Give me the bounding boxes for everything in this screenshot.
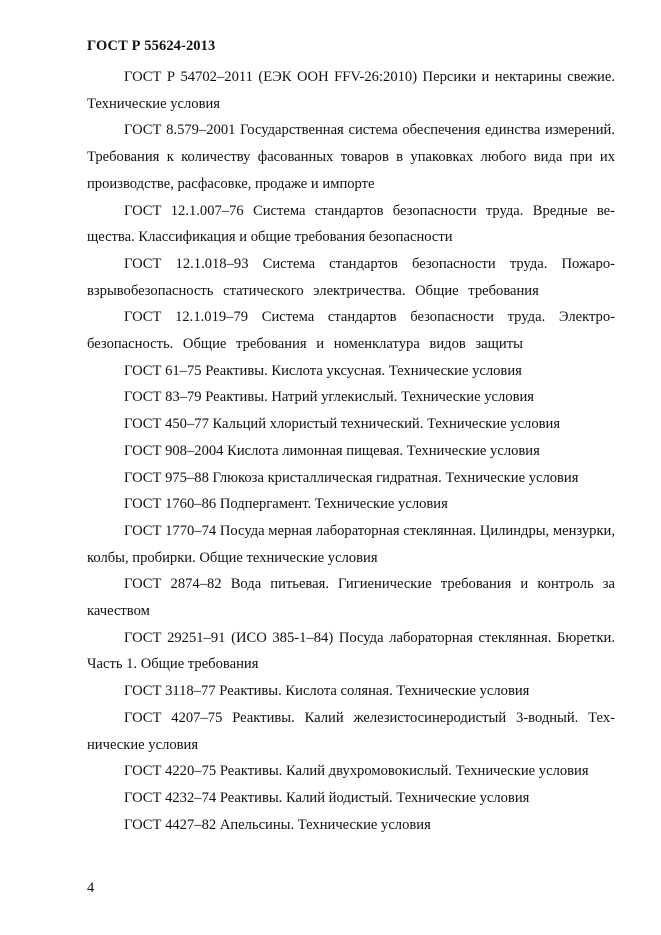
- reference-entry: ГОСТ 83–79 Реактивы. Натрий углекислый. Технические условия: [124, 389, 534, 406]
- reference-entry: ГОСТ 61–75 Реактивы. Кислота уксусная. Технические условия: [124, 362, 522, 379]
- reference-entry: ГОСТ 8.579–2001 Государственная система обеспечения единства измерений. Требования к количеству фасованных товаров в упаковках любого вида при их производстве, расфасовке, продаже и импорте: [87, 122, 615, 192]
- reference-entry: ГОСТ 908–2004 Кислота лимонная пищевая. Технические условия: [124, 442, 540, 459]
- reference-entry: ГОСТ 1760–86 Подпергамент. Технические условия: [124, 496, 448, 513]
- reference-entry: ГОСТ 975–88 Глюкоза кристаллическая гидратная. Технические условия: [124, 469, 579, 486]
- reference-entry: ГОСТ 4220–75 Реактивы. Калий двухромовокислый. Технические условия: [124, 763, 589, 780]
- reference-entry: ГОСТ 4427–82 Апельсины. Технические условия: [124, 816, 431, 833]
- reference-entry: ГОСТ 12.1.018–93 Система стандартов безопасности труда. Пожаровзрывобезопасность статического электричества. Общие требования: [87, 255, 615, 299]
- reference-entry: ГОСТ Р 54702–2011 (ЕЭК ООН FFV-26:2010) Персики и нектарины свежие. Технические условия: [87, 69, 615, 112]
- page-number: 4: [87, 880, 95, 896]
- reference-entry: ГОСТ 1770–74 Посуда мерная лабораторная стеклянная. Цилиндры, мензурки, колбы, пробирки. Общие технические условия: [87, 522, 615, 566]
- reference-entry: ГОСТ 2874–82 Вода питьевая. Гигиенические требования и контроль за качеством: [87, 576, 615, 620]
- reference-entry: ГОСТ 4207–75 Реактивы. Калий железистосинеродистый 3-водный. Технические условия: [87, 709, 615, 753]
- reference-entry: ГОСТ 450–77 Кальций хлористый технический. Технические условия: [124, 416, 561, 433]
- reference-entry: ГОСТ 12.1.007–76 Система стандартов безопасности труда. Вредные вещества. Классификация и общие требования безопасности: [87, 202, 615, 246]
- reference-entry: ГОСТ 29251–91 (ИСО 385-1–84) Посуда лабораторная стеклянная. Бюретки. Часть 1. Общие требования: [87, 629, 615, 673]
- document-header: ГОСТ Р 55624-2013: [87, 38, 216, 54]
- reference-list: [87, 64, 615, 838]
- reference-entry: ГОСТ 3118–77 Реактивы. Кислота соляная. Технические условия: [124, 683, 530, 700]
- reference-entry: ГОСТ 4232–74 Реактивы. Калий йодистый. Технические условия: [124, 789, 530, 806]
- reference-entry: ГОСТ 12.1.019–79 Система стандартов безопасности труда. Электробезопасность. Общие требования и номенклатура видов защиты: [87, 309, 615, 353]
